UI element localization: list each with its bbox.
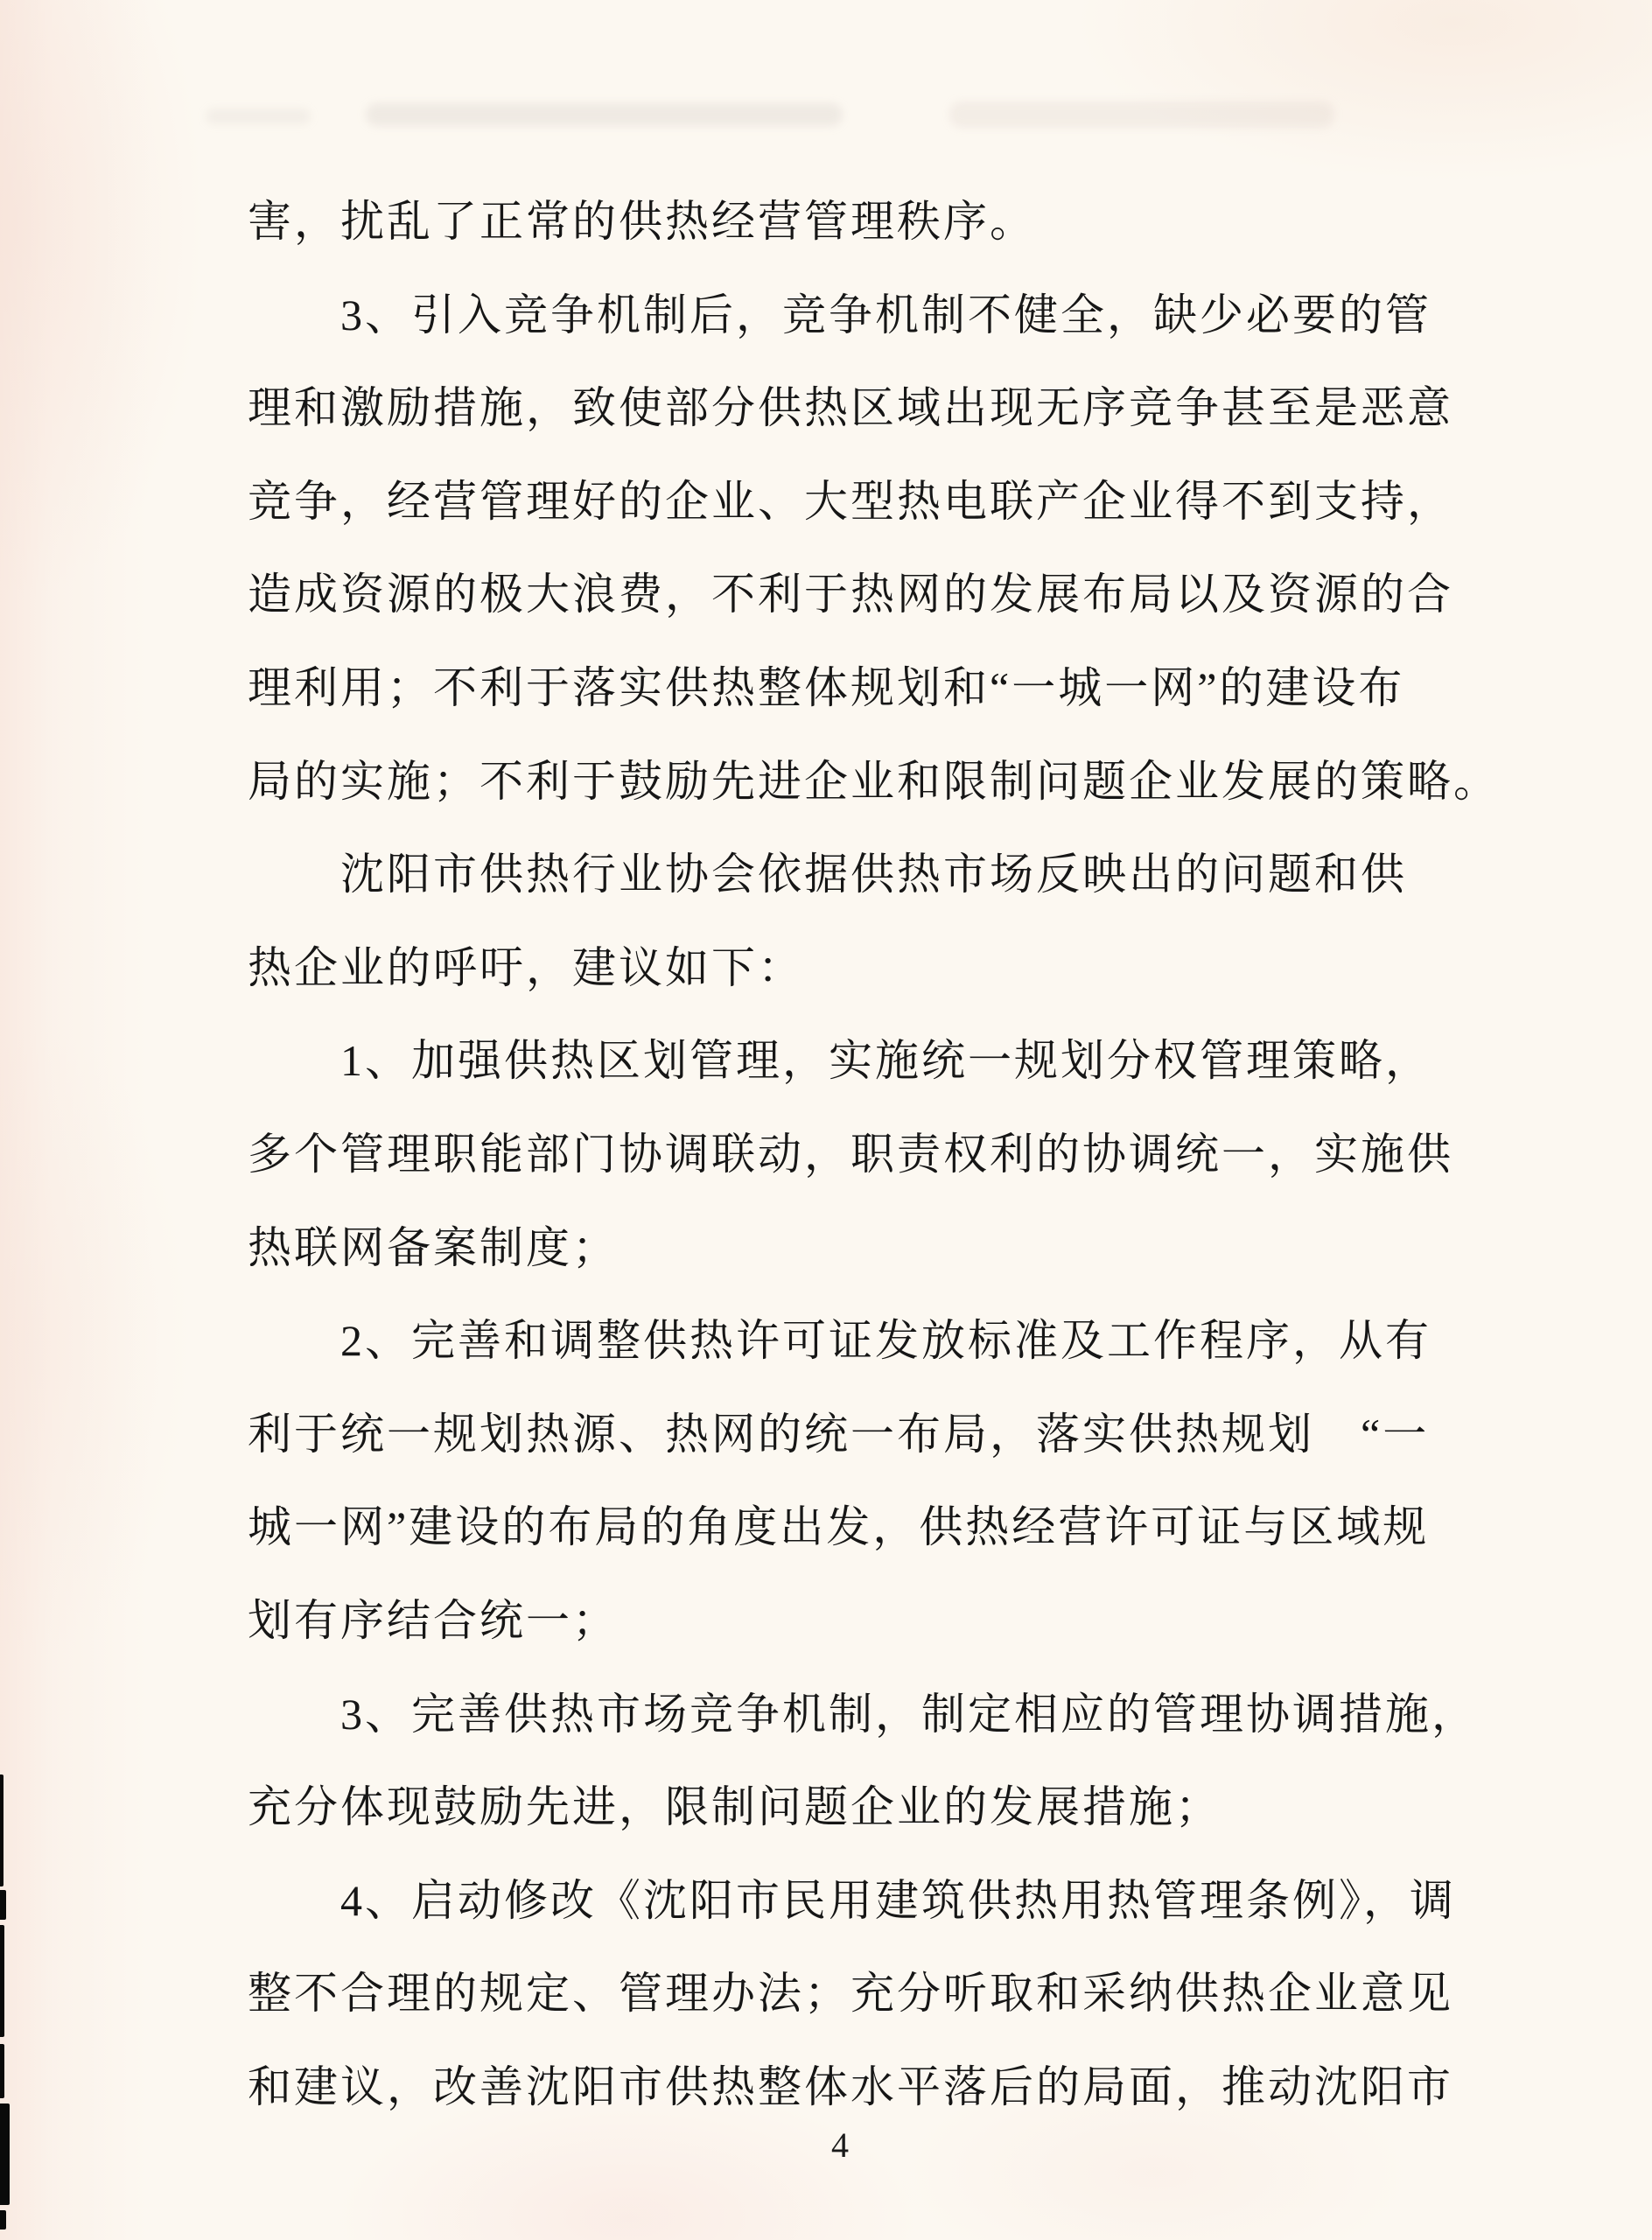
- text-line: 热联网备案制度；: [248, 1222, 619, 1272]
- text-line: 理利用；不利于落实供热整体规划和“一城一网”的建设布: [248, 662, 1405, 712]
- text-line: 理和激励措施，致使部分供热区域出现无序竞争甚至是恶意: [248, 383, 1453, 433]
- text-line: 热企业的呼吁，建议如下：: [248, 942, 804, 992]
- document-body: [248, 175, 1500, 2133]
- scan-edge-artifact: [0, 0, 18, 2240]
- text-line: 利于统一规划热源、热网的统一布局，落实供热规划 “一: [248, 1409, 1430, 1459]
- scan-edge-artifact-segment: [0, 1925, 4, 2037]
- text-line: 沈阳市供热行业协会依据供热市场反映出的问题和供: [340, 850, 1407, 900]
- bleedthrough-smudge: [366, 103, 843, 126]
- bleedthrough-smudge: [949, 102, 1334, 128]
- scan-edge-artifact-segment: [0, 2210, 6, 2230]
- bleedthrough-smudge: [206, 108, 311, 124]
- scan-edge-artifact-segment: [0, 2044, 4, 2098]
- text-line: 竞争，经营管理好的企业、大型热电联产企业得不到支持，: [248, 476, 1453, 526]
- text-line: 1、加强供热区划管理，实施统一规划分权管理策略，: [340, 1036, 1432, 1086]
- text-line: 局的实施；不利于鼓励先进企业和限制问题企业发展的策略。: [248, 756, 1500, 806]
- text-line: 整不合理的规定、管理办法；充分听取和采纳供热企业意见: [248, 1969, 1453, 2019]
- text-line: 3、完善供热市场竞争机制，制定相应的管理协调措施，: [340, 1689, 1478, 1739]
- page-number: 4: [831, 2125, 849, 2165]
- scan-edge-artifact-segment: [0, 1774, 4, 1886]
- scan-edge-artifact-segment: [0, 2104, 10, 2205]
- text-line: 划有序结合统一；: [248, 1595, 619, 1645]
- text-line: 和建议，改善沈阳市供热整体水平落后的局面，推动沈阳市: [248, 2062, 1453, 2111]
- text-line: 充分体现鼓励先进，限制问题企业的发展措施；: [248, 1782, 1222, 1832]
- text-line: 3、引入竞争机制后，竞争机制不健全，缺少必要的管: [340, 290, 1432, 340]
- text-line: 多个管理职能部门协调联动，职责权利的协调统一，实施供: [248, 1129, 1453, 1179]
- scan-edge-artifact-segment: [0, 1890, 6, 1920]
- text-line: 城一网”建设的布局的角度出发，供热经营许可证与区域规: [248, 1502, 1430, 1552]
- text-line: 2、完善和调整供热许可证发放标准及工作程序，从有: [340, 1316, 1432, 1366]
- text-line: 害，扰乱了正常的供热经营管理秩序。: [248, 197, 1036, 246]
- text-line: 4、启动修改《沈阳市民用建筑供热用热管理条例》，调: [340, 1875, 1456, 1925]
- text-line: 造成资源的极大浪费，不利于热网的发展布局以及资源的合: [248, 570, 1453, 620]
